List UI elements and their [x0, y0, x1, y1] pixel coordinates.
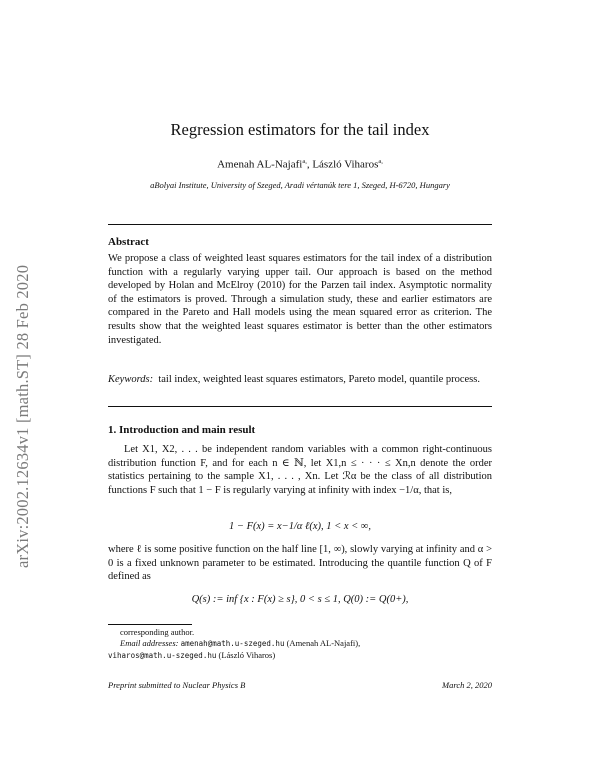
arxiv-identifier-text: arXiv:2002.12634v1 [math.ST] 28 Feb 2020: [13, 264, 32, 568]
affiliation: aBolyai Institute, University of Szeged, Aradi vértanúk tere 1, Szeged, H-6720, Hungary: [150, 180, 450, 190]
paper-title: Regression estimators for the tail index: [170, 120, 430, 139]
footnote-rule: [108, 624, 192, 625]
footnote-emails-cont: [108, 650, 492, 662]
abstract-body: We propose a class of weighted least squares estimators for the tail index of a distribution function with a regularly varying upper tail. Our approach is based on the method developed by Holan and McElroy (2010) for the Parzen tail index. Asymptotic normality of the estimators is proved. Through a simulation study, these and earlier estimators are compared in the Pareto and Hall models using the mean squared error as criterion. The results show that the weighted least squares estimator is better than the other estimators investigated.: [108, 253, 492, 346]
arxiv-identifier: [13, 178, 33, 568]
footnote-emails: [108, 638, 492, 650]
abstract-bottom-rule: [108, 406, 492, 407]
equation-2: Q(s) := inf {x : F(x) ≥ s}, 0 < s ≤ 1, Q(0) := Q(0+),: [191, 594, 409, 605]
footnote-corresponding: corresponding author.: [120, 627, 195, 637]
preprint-note: Preprint submitted to Nuclear Physics B: [108, 680, 246, 690]
author-first: Amenah AL-Najafi: [217, 158, 303, 171]
section-heading: 1. Introduction and main result: [108, 424, 256, 436]
keywords: [108, 373, 492, 387]
intro-paragraph-1: Let X1, X2, . . . be independent random variables with a common right-continuous distribution function F, and for each n ∈ ℕ, let X1,n ≤ · · · ≤ Xn,n denote the order statistics pertaining to the sample X1, . . . , Xn. Let ℛα be the class of all distribution functions F such that 1 − F is regularly varying at infinity with index −1/α, that is,: [108, 444, 492, 496]
preprint-date: March 2, 2020: [442, 680, 492, 690]
email-label: Email addresses:: [120, 638, 179, 648]
keywords-label: Keywords:: [108, 374, 154, 385]
intro-paragraph-2: where ℓ is some positive function on the half line [1, ∞), slowly varying at infinity and α > 0 is a fixed unknown parameter to be estimated. Introducing the quantile function Q of F defined as: [108, 544, 492, 583]
author-second: László Viharos: [312, 158, 379, 171]
email-link-2[interactable]: viharos@math.u-szeged.hu: [108, 651, 217, 660]
abstract-top-rule: [108, 224, 492, 225]
author-first-mark: a,: [302, 158, 307, 165]
email-name-1: (Amenah AL-Najafi),: [286, 638, 361, 648]
keywords-text: tail index, weighted least squares estimators, Pareto model, quantile process.: [158, 374, 480, 385]
equation-1: 1 − F(x) = x−1/α ℓ(x), 1 < x < ∞,: [228, 521, 371, 532]
email-link-1[interactable]: amenah@math.u-szeged.hu: [180, 639, 285, 648]
author-list: [108, 158, 492, 171]
author-second-mark: a,: [378, 158, 383, 165]
abstract-heading: Abstract: [108, 236, 149, 248]
author-separator: ,: [306, 158, 313, 171]
email-name-2: (László Viharos): [218, 650, 276, 660]
